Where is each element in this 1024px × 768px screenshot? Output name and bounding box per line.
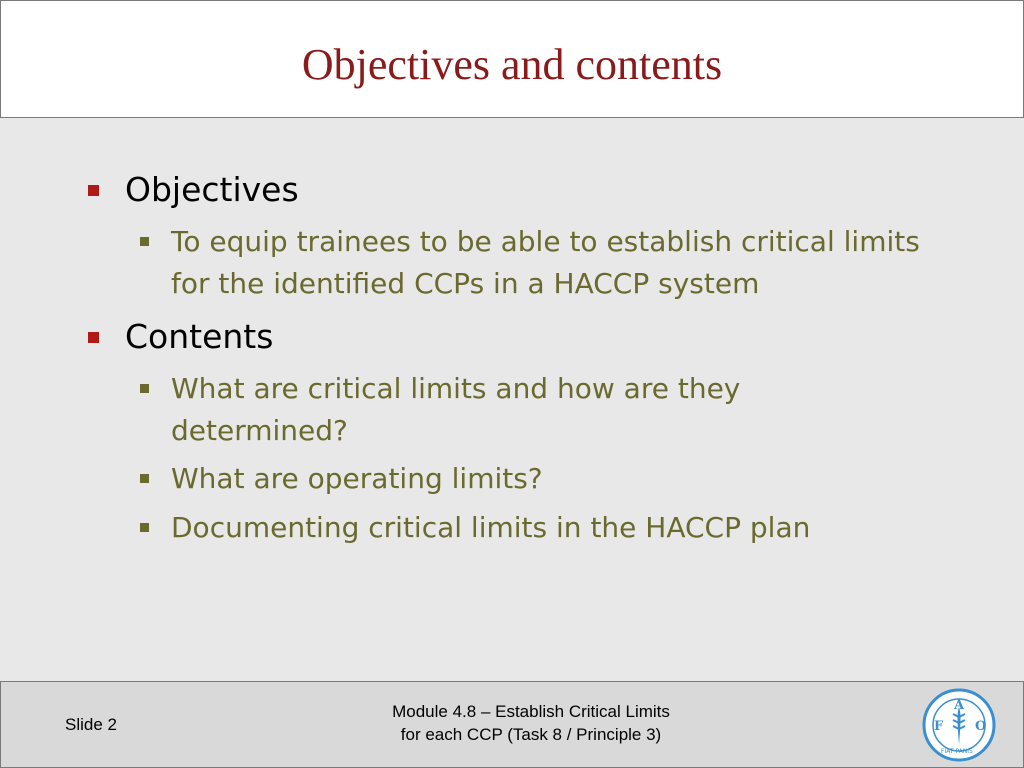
sub-bullet-text: What are critical limits and how are they determined? <box>171 372 741 447</box>
square-bullet-icon <box>140 237 149 246</box>
slide-number: Slide 2 <box>65 715 117 734</box>
slide-body <box>0 118 1024 681</box>
module-caption <box>341 700 721 746</box>
square-bullet-icon <box>88 185 99 196</box>
module-line-2: for each CCP (Task 8 / Principle 3) <box>400 725 662 744</box>
square-bullet-icon <box>88 332 99 343</box>
square-bullet-icon <box>140 523 149 532</box>
sub-bullet-text: Documenting critical limits in the HACCP plan <box>171 511 811 544</box>
slide-footer <box>0 681 1024 768</box>
fao-logo-icon <box>921 687 997 763</box>
logo-letter-o: O <box>975 719 987 734</box>
bullet-heading: Objectives <box>125 170 299 209</box>
slide-header <box>0 0 1024 118</box>
sub-bullet-text: To equip trainees to be able to establish critical limits for the identified CCPs in a HACCP system <box>171 225 920 300</box>
sub-bullet-text: What are operating limits? <box>171 462 543 495</box>
logo-motto: FIAT PANIS <box>941 748 973 755</box>
bullet-heading: Contents <box>125 317 274 356</box>
square-bullet-icon <box>140 384 149 393</box>
slide-title: Objectives and contents <box>301 40 723 89</box>
logo-letter-f: F <box>934 719 944 734</box>
logo-letter-a: A <box>954 698 965 713</box>
square-bullet-icon <box>140 474 149 483</box>
module-line-1: Module 4.8 – Establish Critical Limits <box>392 702 670 721</box>
